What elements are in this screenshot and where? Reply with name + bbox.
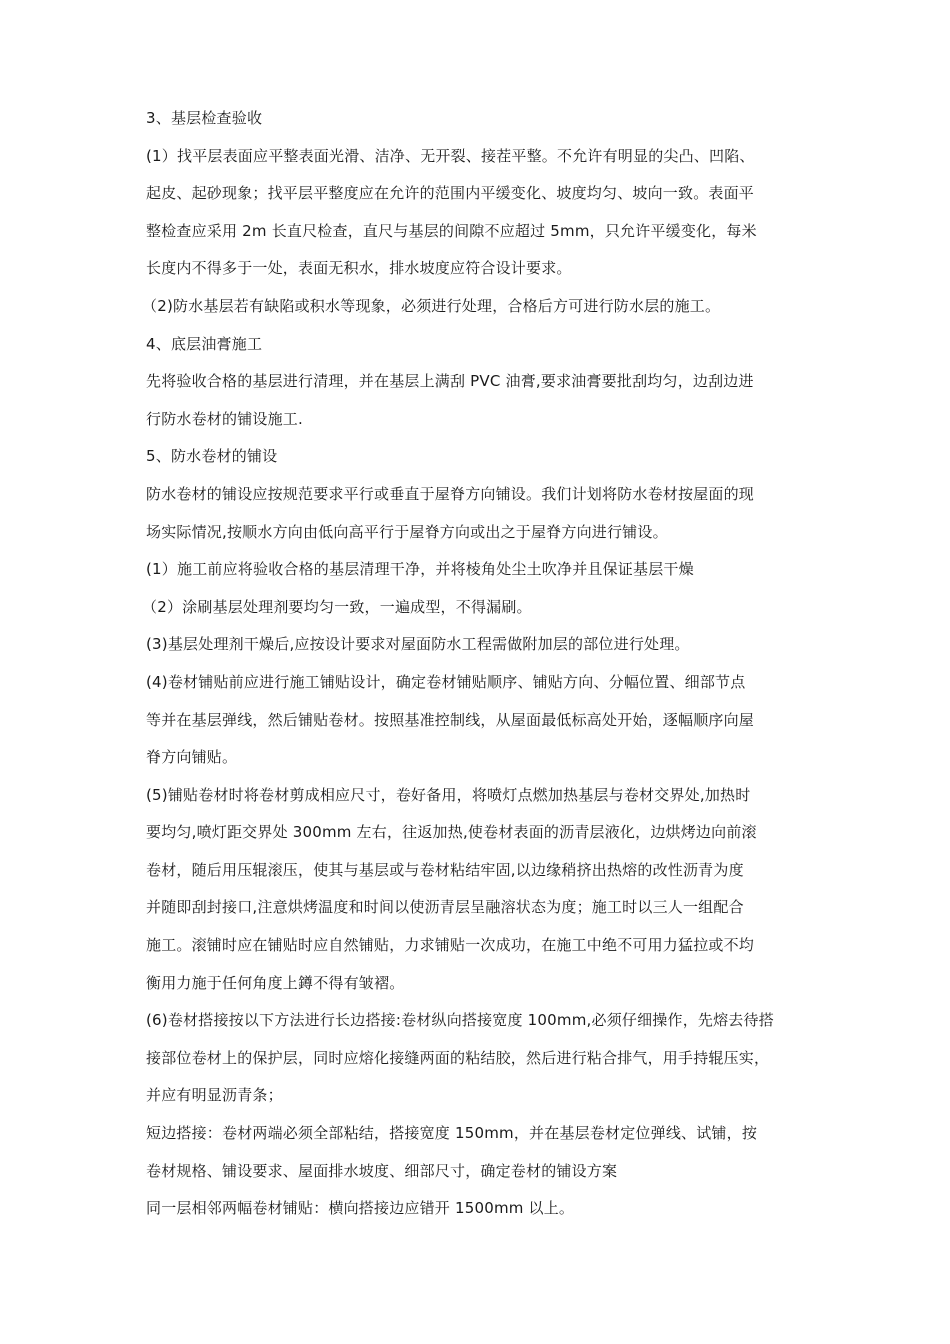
paragraph-line: 要均匀,喷灯距交界处 300mm 左右，往返加热,使卷材表面的沥青层液化，边烘烤边向前滚 [146, 823, 757, 842]
paragraph-line: 衡用力施于任何角度上鐏不得有皱褶。 [146, 973, 405, 992]
paragraph-line: 同一层相邻两幅卷材铺贴：横向搭接边应错开 1500mm 以上。 [146, 1199, 575, 1218]
paragraph-line: 短边搭接：卷材两端必须全部粘结，搭接宽度 150mm，并在基层卷材定位弹线、试铺，按 [146, 1124, 758, 1143]
paragraph-line: (1）找平层表面应平整表面光滑、洁净、无开裂、接茬平整。不允许有明显的尖凸、凹陷、 [146, 146, 755, 165]
paragraph-line: 卷材，随后用压辊滚压，使其与基层或与卷材粘结牢固,以边缘稍挤出热熔的改性沥青为度 [146, 860, 744, 879]
paragraph-line: 并随即刮封接口,注意烘烤温度和时间以使沥青层呈融溶状态为度；施工时以三人一组配合 [146, 898, 744, 917]
paragraph-line: （2）涂刷基层处理剂要均匀一致，一遍成型，不得漏刷。 [142, 597, 532, 616]
section-heading-5: 5、防水卷材的铺设 [146, 447, 278, 466]
paragraph-line: 脊方向铺贴。 [146, 748, 238, 767]
section-heading-3: 3、基层检查验收 [146, 109, 263, 127]
paragraph-line: 并应有明显沥青条； [146, 1086, 283, 1105]
paragraph-line: 等并在基层弹线，然后铺贴卷材。按照基准控制线，从屋面最低标高处开始，逐幅顺序向屋 [146, 710, 755, 729]
paragraph-line: 卷材规格、铺设要求、屋面排水坡度、细部尺寸，确定卷材的铺设方案 [146, 1161, 618, 1180]
paragraph-line: 长度内不得多于一处，表面无积水，排水坡度应符合设计要求。 [146, 259, 572, 278]
paragraph-line: (1）施工前应将验收合格的基层清理干净，并将棱角处尘土吹净并且保证基层干燥 [146, 560, 694, 579]
paragraph-line: 整检查应采用 2m 长直尺检查，直尺与基层的间隙不应超过 5mm，只允许平缓变化，每米 [146, 221, 757, 240]
paragraph-line: (3)基层处理剂干燥后,应按设计要求对屋面防水工程需做附加层的部位进行处理。 [146, 635, 690, 654]
section-heading-4: 4、底层油膏施工 [146, 334, 263, 353]
paragraph-line: 施工。滚铺时应在铺贴时应自然铺贴，力求铺贴一次成功，在施工中绝不可用力猛拉或不均 [146, 936, 755, 955]
paragraph-line: (4)卷材铺贴前应进行施工铺贴设计，确定卷材铺贴顺序、铺贴方向、分幅位置、细部节点 [146, 672, 746, 691]
paragraph-line: 接部位卷材上的保护层，同时应熔化接缝两面的粘结胶，然后进行粘合排气，用手持辊压实， [146, 1048, 770, 1067]
paragraph-line: (5)铺贴卷材时将卷材剪成相应尺寸，卷好备用，将喷灯点燃加热基层与卷材交界处,加热时 [146, 785, 751, 804]
paragraph-line: 防水卷材的铺设应按规范要求平行或垂直于屋脊方向铺设。我们计划将防水卷材按屋面的现 [146, 484, 755, 503]
paragraph-line: 行防水卷材的铺设施工. [146, 409, 303, 428]
paragraph-line: 起皮、起砂现象；找平层平整度应在允许的范围内平缓变化、坡度均匀、坡向一致。表面平 [146, 184, 755, 203]
document-body [142, 104, 818, 1232]
paragraph-line: 场实际情况,按顺水方向由低向高平行于屋脊方向或出之于屋脊方向进行铺设。 [146, 522, 668, 541]
paragraph-line: （2)防水基层若有缺陷或积水等现象，必须进行处理，合格后方可进行防水层的施工。 [142, 296, 721, 315]
paragraph-line: (6)卷材搭接按以下方法进行长边搭接:卷材纵向搭接宽度 100mm,必须仔细操作，先熔去待搭 [146, 1011, 774, 1030]
paragraph-line: 先将验收合格的基层进行清理，并在基层上满刮 PVC 油膏,要求油膏要批刮均匀，边刮边进 [146, 372, 754, 391]
